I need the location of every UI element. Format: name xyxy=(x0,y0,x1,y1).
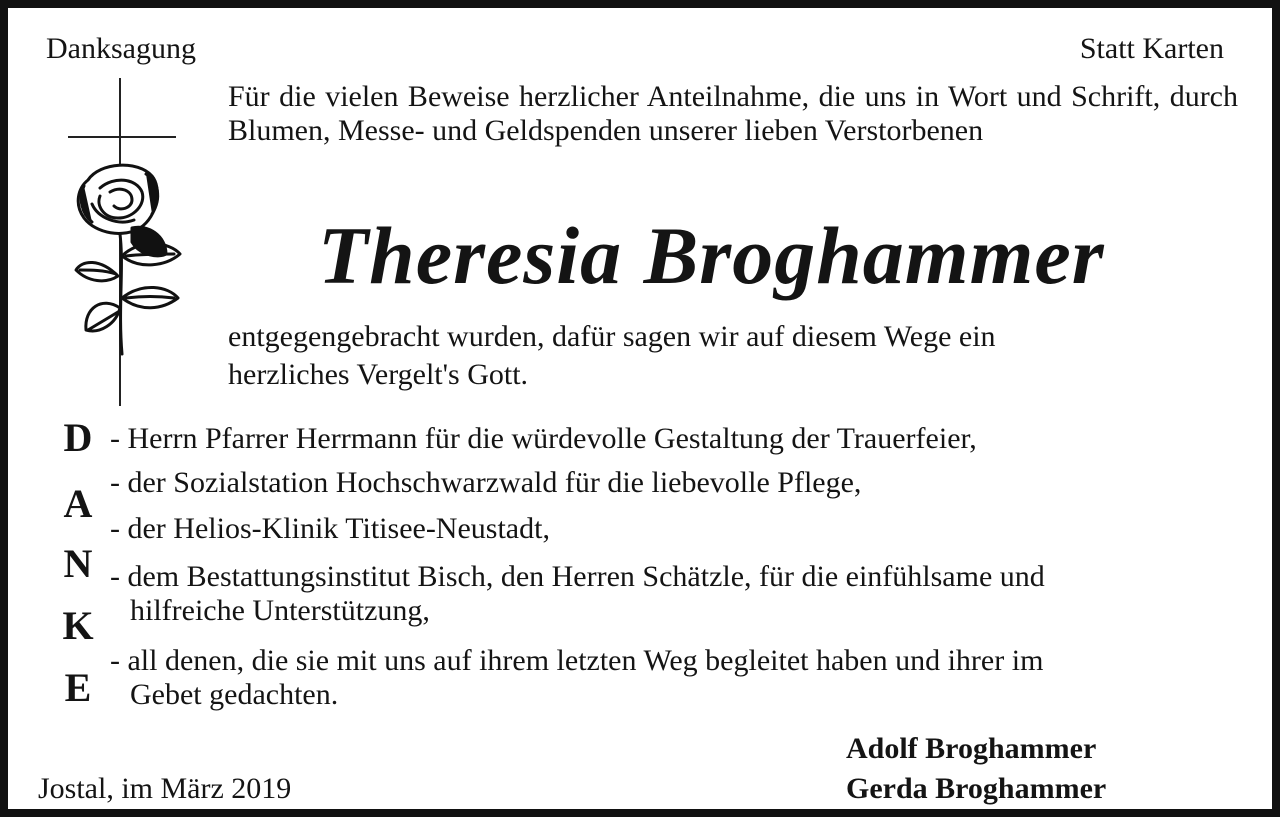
danke-letter: E xyxy=(64,665,92,710)
list-item xyxy=(110,560,1240,628)
list-item xyxy=(110,644,1240,712)
signatory: Adolf Broghammer xyxy=(846,732,1097,765)
intro-text: Für die vielen Beweise herzlicher Anteilnahme, die uns in Wort und Schrift, durch Blumen, Messe- und Geldspenden unserer lieben Verstorbenen xyxy=(228,80,1238,147)
list-item-text: - der Helios-Klinik Titisee-Neustadt, xyxy=(110,512,550,545)
danke-letter: A xyxy=(63,481,93,526)
signatory: Gerda Broghammer xyxy=(846,772,1107,805)
danke-letter: K xyxy=(62,603,94,648)
danke-letter: N xyxy=(63,541,93,586)
deceased-name: Theresia Broghammer xyxy=(318,210,1105,301)
list-item xyxy=(110,466,1240,500)
header-left: Danksagung xyxy=(46,32,196,65)
list-item-text: hilfreiche Unterstützung, xyxy=(130,594,430,627)
list-item-text: - all denen, die sie mit uns auf ihrem letzten Weg begleitet haben und ihrer im xyxy=(110,644,1044,677)
list-item-text: - Herrn Pfarrer Herrmann für die würdevolle Gestaltung der Trauerfeier, xyxy=(110,422,977,455)
continuation-line: entgegengebracht wurden, dafür sagen wir auf diesem Wege ein xyxy=(228,320,996,353)
place-date: Jostal, im März 2019 xyxy=(38,772,292,805)
continuation-line: herzliches Vergelt's Gott. xyxy=(228,358,529,391)
list-item xyxy=(110,422,1240,456)
list-item-text: - dem Bestattungsinstitut Bisch, den Herren Schätzle, für die einfühlsame und xyxy=(110,560,1045,593)
list-item-text: Gebet gedachten. xyxy=(130,678,339,711)
header-right: Statt Karten xyxy=(1079,32,1224,65)
list-item xyxy=(110,512,1240,546)
danke-letter: D xyxy=(63,415,93,460)
list-item-text: - der Sozialstation Hochschwarzwald für die liebevolle Pflege, xyxy=(110,466,862,499)
thanks-list xyxy=(110,8,1240,825)
